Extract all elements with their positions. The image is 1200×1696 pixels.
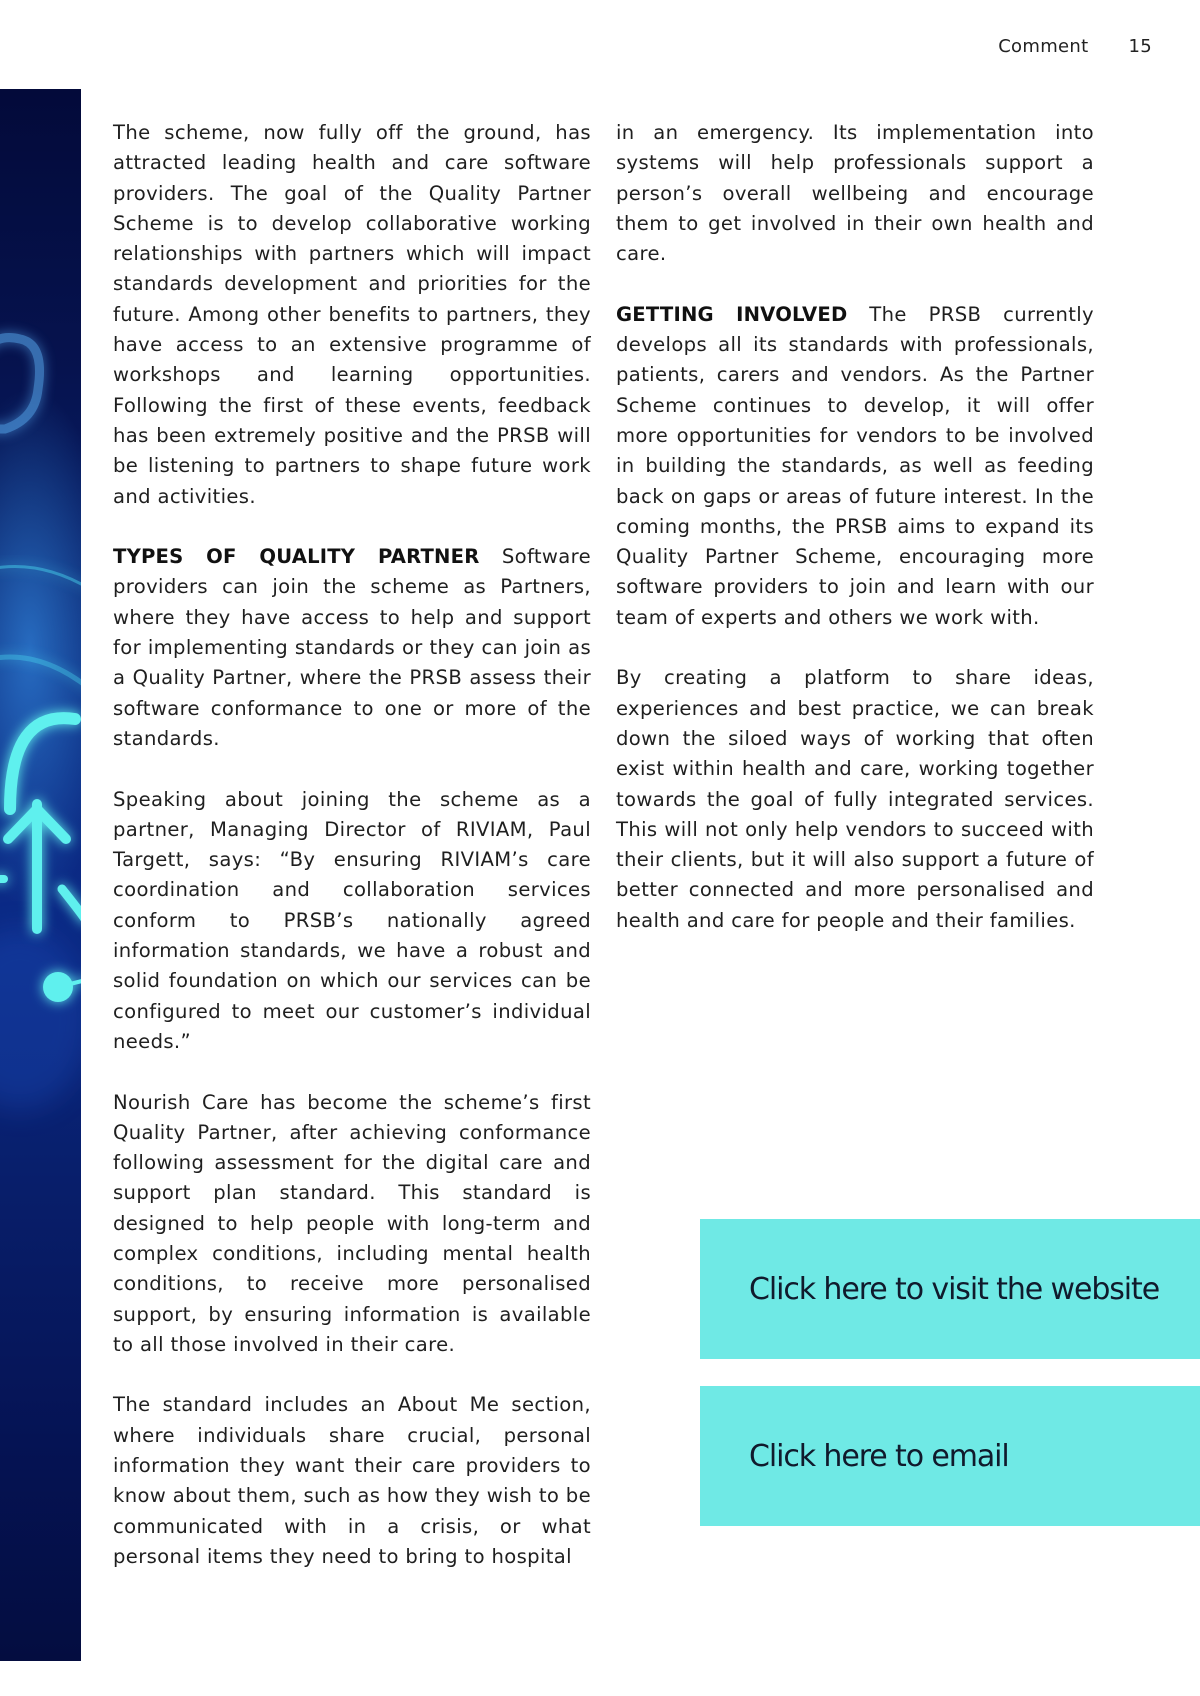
section-heading: TYPES OF QUALITY PARTNER: [113, 545, 480, 569]
paragraph-types-of-quality-partner: [113, 542, 591, 754]
paragraph-body: Software providers can join the scheme as Partners, where they have access to help and support for implementing standards or they can join as a Quality Partner, where the PRSB assess their software conformance to one or more of the standards.: [113, 545, 591, 750]
paragraph-body: The PRSB currently develops all its standards with professionals, patients, carers and vendors. As the Partner Scheme continues to develop, it will offer more opportunities for vendors to be involved in building the standards, as well as feeding back on gaps or areas of future interest. In the coming months, the PRSB aims to expand its Quality Partner Scheme, encouraging more software providers to join and learn with our team of experts and others we work with.: [616, 302, 1094, 629]
page-header: [998, 36, 1152, 57]
paragraph: in an emergency. Its implementation into systems will help professionals support a person’s overall wellbeing and encourage them to get involved in their own health and care.: [616, 121, 1094, 266]
email-button[interactable]: Click here to email: [700, 1386, 1200, 1526]
paragraph-quote: Speaking about joining the scheme as a partner, Managing Director of RIVIAM, Paul Targett, says: “By ensuring RIVIAM’s care coordination and collaboration services conform to PRSB’s nationally agreed information standards, we have a robust and solid foundation on which our services can be configured to meet our customer’s individual needs.”: [113, 787, 591, 1053]
visit-website-button[interactable]: Click here to visit the website: [700, 1219, 1200, 1359]
paragraph: Nourish Care has become the scheme’s first Quality Partner, after achieving conformance following assessment for the digital care and support plan standard. This standard is designed to help people with long-term and complex conditions, including mental health conditions, to receive more personalised support, by ensuring information is available to all those involved in their care.: [113, 1090, 591, 1356]
paragraph: The scheme, now fully off the ground, has attracted leading health and care software providers. The goal of the Quality Partner Scheme is to develop collaborative working relationships with partners which will impact standards development and priorities for the future. Among other benefits to partners, they have access to an extensive programme of workshops and learning opportunities. Following the first of these events, feedback has been extremely positive and the PRSB will be listening to partners to shape future work and activities.: [113, 121, 591, 508]
page-number: 15: [1128, 36, 1152, 57]
section-label: Comment: [998, 36, 1089, 57]
decorative-side-image: [0, 89, 81, 1661]
section-heading: GETTING INVOLVED: [616, 302, 848, 326]
paragraph-getting-involved: [616, 300, 1094, 633]
right-text-column: [616, 118, 1094, 966]
paragraph: By creating a platform to share ideas, experiences and best practice, we can break down the siloed ways of working that often exist within health and care, working together towards the goal of fully integrated services. This will not only help vendors to succeed with their clients, but it will also support a future of better connected and more personalised and health and care for people and their families.: [616, 666, 1094, 932]
paragraph: The standard includes an About Me section, where individuals share crucial, personal information they want their care providers to know about them, such as how they wish to be communicated with in a crisis, or what personal items they need to bring to hospital: [113, 1393, 591, 1568]
left-text-column: [113, 118, 591, 1603]
